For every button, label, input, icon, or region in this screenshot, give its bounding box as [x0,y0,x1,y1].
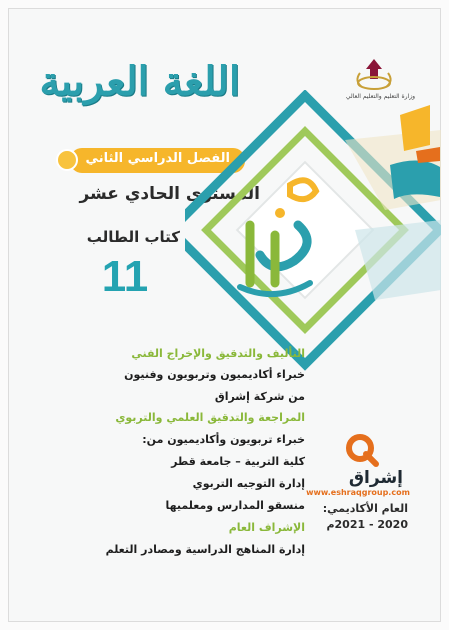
semester-badge-icon [56,149,78,171]
book-title: اللغة العربية [39,58,240,105]
ministry-name: وزارة التعليم والتعليم العالي [345,93,415,100]
book-type-label: كتاب الطالب [86,228,180,246]
semester-label: الفصل الدراسي الثاني [85,151,230,166]
publisher-logo-icon [342,432,382,468]
credit-line: إدارة التوجيه التربوي [192,477,305,490]
credit-line: منسقو المدارس ومعلميها [165,499,305,512]
credit-line: خبراء أكاديميون وتربويون وفنيون [124,368,305,381]
edge-letters-icon [380,105,441,205]
credit-line: إدارة المناهج الدراسية ومصادر التعلم [105,543,305,556]
publisher-name: إشراق [348,468,403,488]
credit-line: التأليف والتدقيق والإخراج الفني [131,347,305,360]
credit-line: المراجعة والتدقيق العلمي والتربوي [115,411,305,424]
academic-year-value: 2020 - 2021م [326,518,408,531]
credit-line: الإشراف العام [228,521,305,534]
level-label: المستوى الحادي عشر [79,184,260,204]
grade-number: 11 [101,252,149,301]
credit-line: كلية التربية – جامعة قطر [171,455,305,468]
ministry-emblem-icon [352,55,396,93]
publisher-website: www.eshraqgroup.com [306,488,410,497]
academic-year-label: العام الأكاديمي: [322,502,408,515]
calligraphy-letters-icon [220,165,330,305]
credit-line: من شركة إشراق [214,390,305,403]
credit-line: خبراء تربويون وأكاديميون من: [142,433,305,446]
